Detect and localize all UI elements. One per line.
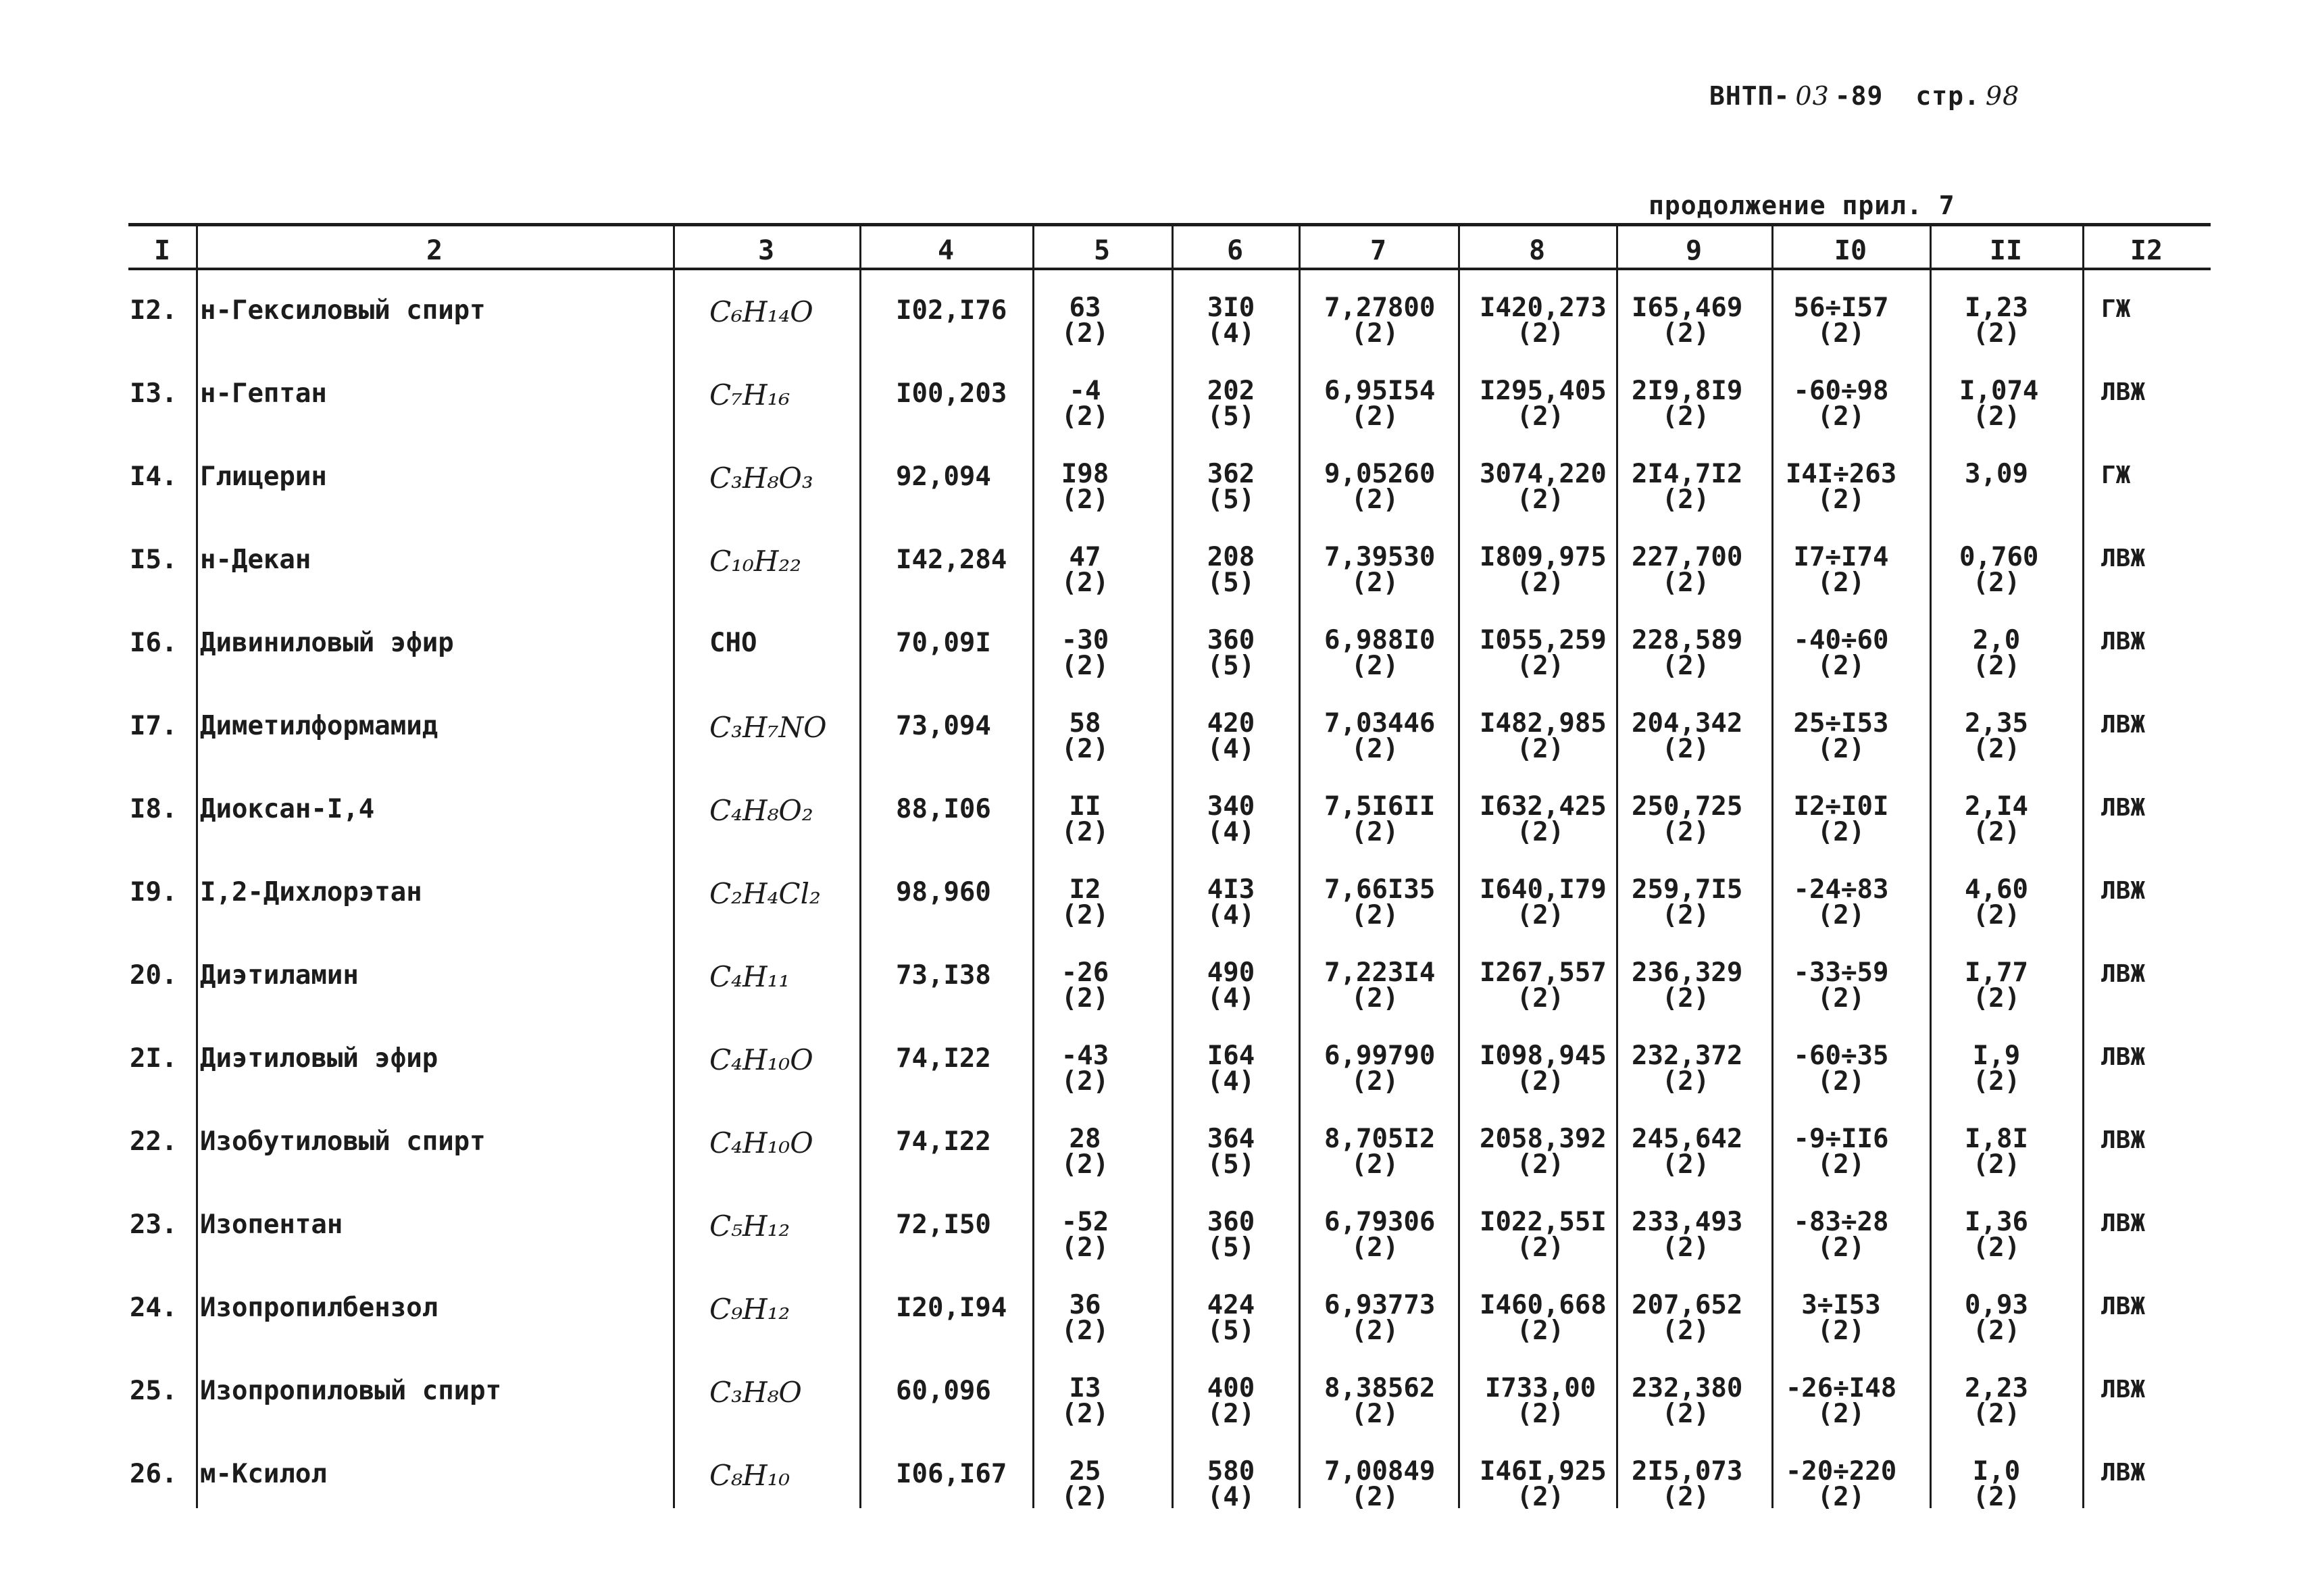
row-number: I5. — [130, 545, 178, 575]
hazard-class: ЛВЖ — [2101, 1126, 2146, 1154]
chemical-formula: C₄H₁₁ — [709, 960, 790, 993]
column-number: 3 — [757, 235, 775, 266]
col11-value: I,77 (2) — [1965, 957, 2028, 1014]
col7-value: 7,66I35 (2) — [1324, 874, 1436, 930]
column-number: I0 — [1834, 235, 1867, 266]
chemical-formula: C₇H₁₆ — [709, 378, 790, 412]
col11-value: I,0 (2) — [1972, 1456, 2021, 1512]
substance-name: Глицерин — [200, 462, 327, 492]
table-row — [0, 459, 2314, 545]
molar-mass: 60,096 — [896, 1376, 991, 1406]
col8-value: I295,405 (2) — [1480, 376, 1607, 432]
molar-mass: I42,284 — [896, 545, 1007, 575]
column-number: 5 — [1093, 235, 1111, 266]
col5-value: -43 (2) — [1061, 1041, 1109, 1097]
chemical-formula: C₆H₁₄O — [709, 295, 813, 328]
col9-value: 227,700 (2) — [1632, 542, 1743, 598]
column-number: 2 — [426, 235, 443, 266]
substance-name: Диоксан-I,4 — [200, 794, 375, 824]
col7-value: 8,38562 (2) — [1324, 1373, 1436, 1429]
col9-value: 204,342 (2) — [1632, 708, 1743, 764]
col10-value: -60÷35 (2) — [1793, 1041, 1889, 1097]
col8-value: I267,557 (2) — [1480, 957, 1607, 1014]
column-number: 6 — [1226, 235, 1244, 266]
col6-value: 362 (5) — [1207, 459, 1255, 515]
molar-mass: I06,I67 — [896, 1459, 1007, 1489]
substance-name: Дивиниловый эфир — [200, 628, 454, 658]
col6-value: 208 (5) — [1207, 542, 1255, 598]
col7-value: 6,95I54 (2) — [1324, 376, 1436, 432]
col10-value: I7÷I74 (2) — [1793, 542, 1889, 598]
row-number: I8. — [130, 794, 178, 824]
col6-value: I64 (4) — [1207, 1041, 1255, 1097]
molar-mass: 98,960 — [896, 877, 991, 907]
col6-value: 3I0 (4) — [1207, 293, 1255, 349]
molar-mass: 92,094 — [896, 462, 991, 492]
col10-value: I2÷I0I (2) — [1793, 791, 1889, 847]
col6-value: 420 (4) — [1207, 708, 1255, 764]
molar-mass: 88,I06 — [896, 794, 991, 824]
col11-value: I,9 (2) — [1972, 1041, 2021, 1097]
substance-name: н-Гептан — [200, 378, 327, 409]
hazard-class: ЛВЖ — [2101, 1293, 2146, 1320]
col9-value: 228,589 (2) — [1632, 625, 1743, 681]
col11-value: I,23 (2) — [1965, 293, 2028, 349]
substance-name: I,2-Дихлорэтан — [200, 877, 422, 907]
col6-value: 424 (5) — [1207, 1290, 1255, 1346]
col6-value: 202 (5) — [1207, 376, 1255, 432]
col6-value: 364 (5) — [1207, 1124, 1255, 1180]
substance-name: м-Ксилол — [200, 1459, 327, 1489]
chemical-formula: C₄H₁₀O — [709, 1126, 813, 1159]
substance-name: Изопентан — [200, 1210, 343, 1240]
col7-value: 6,79306 (2) — [1324, 1207, 1436, 1263]
chemical-formula: C₃H₈O₃ — [709, 462, 813, 495]
row-number: I9. — [130, 877, 178, 907]
hazard-class: ЛВЖ — [2101, 1210, 2146, 1237]
chemical-formula: C₅H₁₂ — [709, 1210, 790, 1243]
col5-value: I2 (2) — [1061, 874, 1109, 930]
col8-value: I022,55I (2) — [1480, 1207, 1607, 1263]
col7-value: 6,93773 (2) — [1324, 1290, 1436, 1346]
table-row — [0, 542, 2314, 628]
col9-value: 245,642 (2) — [1632, 1124, 1743, 1180]
hazard-class: ЛВЖ — [2101, 628, 2146, 655]
table-row — [0, 708, 2314, 794]
molar-mass: 70,09I — [896, 628, 991, 658]
row-number: 24. — [130, 1293, 178, 1323]
col9-value: 2I5,073 (2) — [1632, 1456, 1743, 1512]
col9-value: 232,372 (2) — [1632, 1041, 1743, 1097]
col7-value: 7,00849 (2) — [1324, 1456, 1436, 1512]
table-row — [0, 625, 2314, 711]
molar-mass: 74,I22 — [896, 1126, 991, 1157]
column-number: 7 — [1369, 235, 1387, 266]
row-number: 2I. — [130, 1043, 178, 1074]
col9-value: 236,329 (2) — [1632, 957, 1743, 1014]
molar-mass: I02,I76 — [896, 295, 1007, 326]
column-number: II — [1989, 235, 2023, 266]
chemical-formula: C₄H₁₀O — [709, 1043, 813, 1076]
col11-value: I,8I (2) — [1965, 1124, 2028, 1180]
row-number: 26. — [130, 1459, 178, 1489]
table-row — [0, 1207, 2314, 1293]
col8-value: I420,273 (2) — [1480, 293, 1607, 349]
substance-name: Изопропилбензол — [200, 1293, 438, 1323]
col7-value: 9,05260 (2) — [1324, 459, 1436, 515]
col8-value: 2058,392 (2) — [1480, 1124, 1607, 1180]
col7-value: 7,03446 (2) — [1324, 708, 1436, 764]
col10-value: 3÷I53 (2) — [1801, 1290, 1881, 1346]
hazard-class: ЛВЖ — [2101, 960, 2146, 988]
doc-code-handwritten: 03 — [1795, 81, 1830, 111]
col5-value: -26 (2) — [1061, 957, 1109, 1014]
table-row — [0, 1126, 2314, 1210]
col8-value: 3074,220 (2) — [1480, 459, 1607, 515]
col8-value: I46I,925 (2) — [1480, 1456, 1607, 1512]
chemical-formula: C₄H₈O₂ — [709, 794, 813, 827]
col8-value: I632,425 (2) — [1480, 791, 1607, 847]
hazard-class: ЛВЖ — [2101, 1376, 2146, 1403]
col10-value: 25÷I53 (2) — [1793, 708, 1889, 764]
row-number: I6. — [130, 628, 178, 658]
col5-value: -30 (2) — [1061, 625, 1109, 681]
substance-name: Диэтиламин — [200, 960, 359, 991]
col5-value: -52 (2) — [1061, 1207, 1109, 1263]
col6-value: 360 (5) — [1207, 1207, 1255, 1263]
chemical-formula: C₁₀H₂₂ — [709, 545, 802, 578]
table-row — [0, 791, 2314, 877]
column-number: 4 — [937, 235, 955, 266]
hazard-class: ЛВЖ — [2101, 711, 2146, 739]
molar-mass: 73,I38 — [896, 960, 991, 991]
col8-value: I482,985 (2) — [1480, 708, 1607, 764]
col9-value: 2I9,8I9 (2) — [1632, 376, 1743, 432]
col5-value: II (2) — [1061, 791, 1109, 847]
col11-value: 2,I4 (2) — [1965, 791, 2028, 847]
col10-value: -60÷98 (2) — [1793, 376, 1889, 432]
col10-value: -26÷I48 (2) — [1785, 1373, 1897, 1429]
col8-value: I098,945 (2) — [1480, 1041, 1607, 1097]
chemical-formula: C₈H₁₀ — [709, 1459, 790, 1492]
col7-value: 6,988I0 (2) — [1324, 625, 1436, 681]
col7-value: 7,223I4 (2) — [1324, 957, 1436, 1014]
col9-value: 207,652 (2) — [1632, 1290, 1743, 1346]
col10-value: I4I÷263 (2) — [1785, 459, 1897, 515]
col11-value: 0,93 (2) — [1965, 1290, 2028, 1346]
page-label: стр. — [1915, 81, 1980, 111]
chemical-formula: C₃H₇NO — [709, 711, 827, 744]
col10-value: -9÷II6 (2) — [1793, 1124, 1889, 1180]
col5-value: 25 (2) — [1061, 1456, 1109, 1512]
col7-value: 7,27800 (2) — [1324, 293, 1436, 349]
substance-name: Диметилформамид — [200, 711, 438, 741]
col8-value: I809,975 (2) — [1480, 542, 1607, 598]
col11-value: 0,760 (2) — [1959, 542, 2039, 598]
col8-value: I055,259 (2) — [1480, 625, 1607, 681]
col6-value: 400 (2) — [1207, 1373, 1255, 1429]
page-number: 98 — [1985, 81, 2020, 111]
col5-value: 58 (2) — [1061, 708, 1109, 764]
col11-value: I,074 (2) — [1959, 376, 2039, 432]
col10-value: -24÷83 (2) — [1793, 874, 1889, 930]
col8-value: I640,I79 (2) — [1480, 874, 1607, 930]
col7-value: 7,39530 (2) — [1324, 542, 1436, 598]
row-number: 25. — [130, 1376, 178, 1406]
table-row — [0, 295, 2314, 378]
col11-value: I,36 (2) — [1965, 1207, 2028, 1263]
col5-value: 63 (2) — [1061, 293, 1109, 349]
doc-year: -89 — [1834, 81, 1884, 111]
hazard-class: ЛВЖ — [2101, 1043, 2146, 1071]
chemical-formula: CHO — [709, 628, 757, 658]
molar-mass: 74,I22 — [896, 1043, 991, 1074]
row-number: I7. — [130, 711, 178, 741]
col9-value: 259,7I5 (2) — [1632, 874, 1743, 930]
hazard-class: ГЖ — [2101, 295, 2131, 323]
col6-value: 490 (4) — [1207, 957, 1255, 1014]
molar-mass: 73,094 — [896, 711, 991, 741]
hazard-class: ЛВЖ — [2101, 378, 2146, 406]
column-number: 9 — [1685, 235, 1703, 266]
table-row — [0, 1456, 2314, 1542]
row-number: I4. — [130, 462, 178, 492]
col11-value: 2,23 (2) — [1965, 1373, 2028, 1429]
col5-value: I98 (2) — [1061, 459, 1109, 515]
row-number: 22. — [130, 1126, 178, 1157]
col5-value: I3 (2) — [1061, 1373, 1109, 1429]
chemical-formula: C₃H₈O — [709, 1376, 802, 1409]
col5-value: -4 (2) — [1061, 376, 1109, 432]
table-row — [0, 378, 2314, 462]
col6-value: 360 (5) — [1207, 625, 1255, 681]
table-row — [0, 1290, 2314, 1376]
substance-name: Диэтиловый эфир — [200, 1043, 438, 1074]
col10-value: -33÷59 (2) — [1793, 957, 1889, 1014]
col11-value: 4,60 (2) — [1965, 874, 2028, 930]
hazard-class: ЛВЖ — [2101, 545, 2146, 572]
chemical-formula: C₉H₁₂ — [709, 1293, 790, 1326]
document-header — [1709, 81, 2025, 111]
substance-name: н-Гексиловый спирт — [200, 295, 486, 326]
molar-mass: I00,203 — [896, 378, 1007, 409]
col9-value: I65,469 (2) — [1632, 293, 1743, 349]
col7-value: 8,705I2 (2) — [1324, 1124, 1436, 1180]
substance-name: Изобутиловый спирт — [200, 1126, 486, 1157]
col11-value: 2,35 (2) — [1965, 708, 2028, 764]
col11-value: 3,09 — [1965, 459, 2028, 489]
col5-value: 28 (2) — [1061, 1124, 1109, 1180]
molar-mass: I20,I94 — [896, 1293, 1007, 1323]
col6-value: 4I3 (4) — [1207, 874, 1255, 930]
col9-value: 232,380 (2) — [1632, 1373, 1743, 1429]
substance-name: Изопропиловый спирт — [200, 1376, 502, 1406]
col6-value: 580 (4) — [1207, 1456, 1255, 1512]
doc-code: ВНТП- — [1709, 81, 1790, 111]
row-number: I2. — [130, 295, 178, 326]
continuation-note: продолжение прил. 7 — [1649, 191, 1955, 220]
col9-value: 2I4,7I2 (2) — [1632, 459, 1743, 515]
col8-value: I460,668 (2) — [1480, 1290, 1607, 1346]
table-row — [0, 1043, 2314, 1126]
hazard-class: ЛВЖ — [2101, 1459, 2146, 1487]
column-number: I — [153, 235, 171, 266]
column-number: I2 — [2130, 235, 2163, 266]
table-row — [0, 1373, 2314, 1459]
hazard-class: ЛВЖ — [2101, 794, 2146, 822]
table-row — [0, 874, 2314, 960]
table-row — [0, 957, 2314, 1043]
row-number: 23. — [130, 1210, 178, 1240]
molar-mass: 72,I50 — [896, 1210, 991, 1240]
row-number: I3. — [130, 378, 178, 409]
col11-value: 2,0 (2) — [1972, 625, 2021, 681]
chemical-formula: C₂H₄Cl₂ — [709, 877, 821, 910]
col10-value: -83÷28 (2) — [1793, 1207, 1889, 1263]
col7-value: 7,5I6II (2) — [1324, 791, 1436, 847]
col10-value: 56÷I57 (2) — [1793, 293, 1889, 349]
col10-value: -20÷220 (2) — [1785, 1456, 1897, 1512]
column-number: 8 — [1528, 235, 1546, 266]
col9-value: 233,493 (2) — [1632, 1207, 1743, 1263]
col5-value: 47 (2) — [1061, 542, 1109, 598]
col6-value: 340 (4) — [1207, 791, 1255, 847]
row-number: 20. — [130, 960, 178, 991]
col7-value: 6,99790 (2) — [1324, 1041, 1436, 1097]
table-top-rule — [128, 223, 2211, 226]
hazard-class: ГЖ — [2101, 462, 2131, 489]
hazard-class: ЛВЖ — [2101, 877, 2146, 905]
col5-value: 36 (2) — [1061, 1290, 1109, 1346]
substance-name: н-Декан — [200, 545, 311, 575]
col9-value: 250,725 (2) — [1632, 791, 1743, 847]
col10-value: -40÷60 (2) — [1793, 625, 1889, 681]
col8-value: I733,00 (2) — [1484, 1373, 1596, 1429]
header-bottom-rule — [128, 268, 2211, 270]
